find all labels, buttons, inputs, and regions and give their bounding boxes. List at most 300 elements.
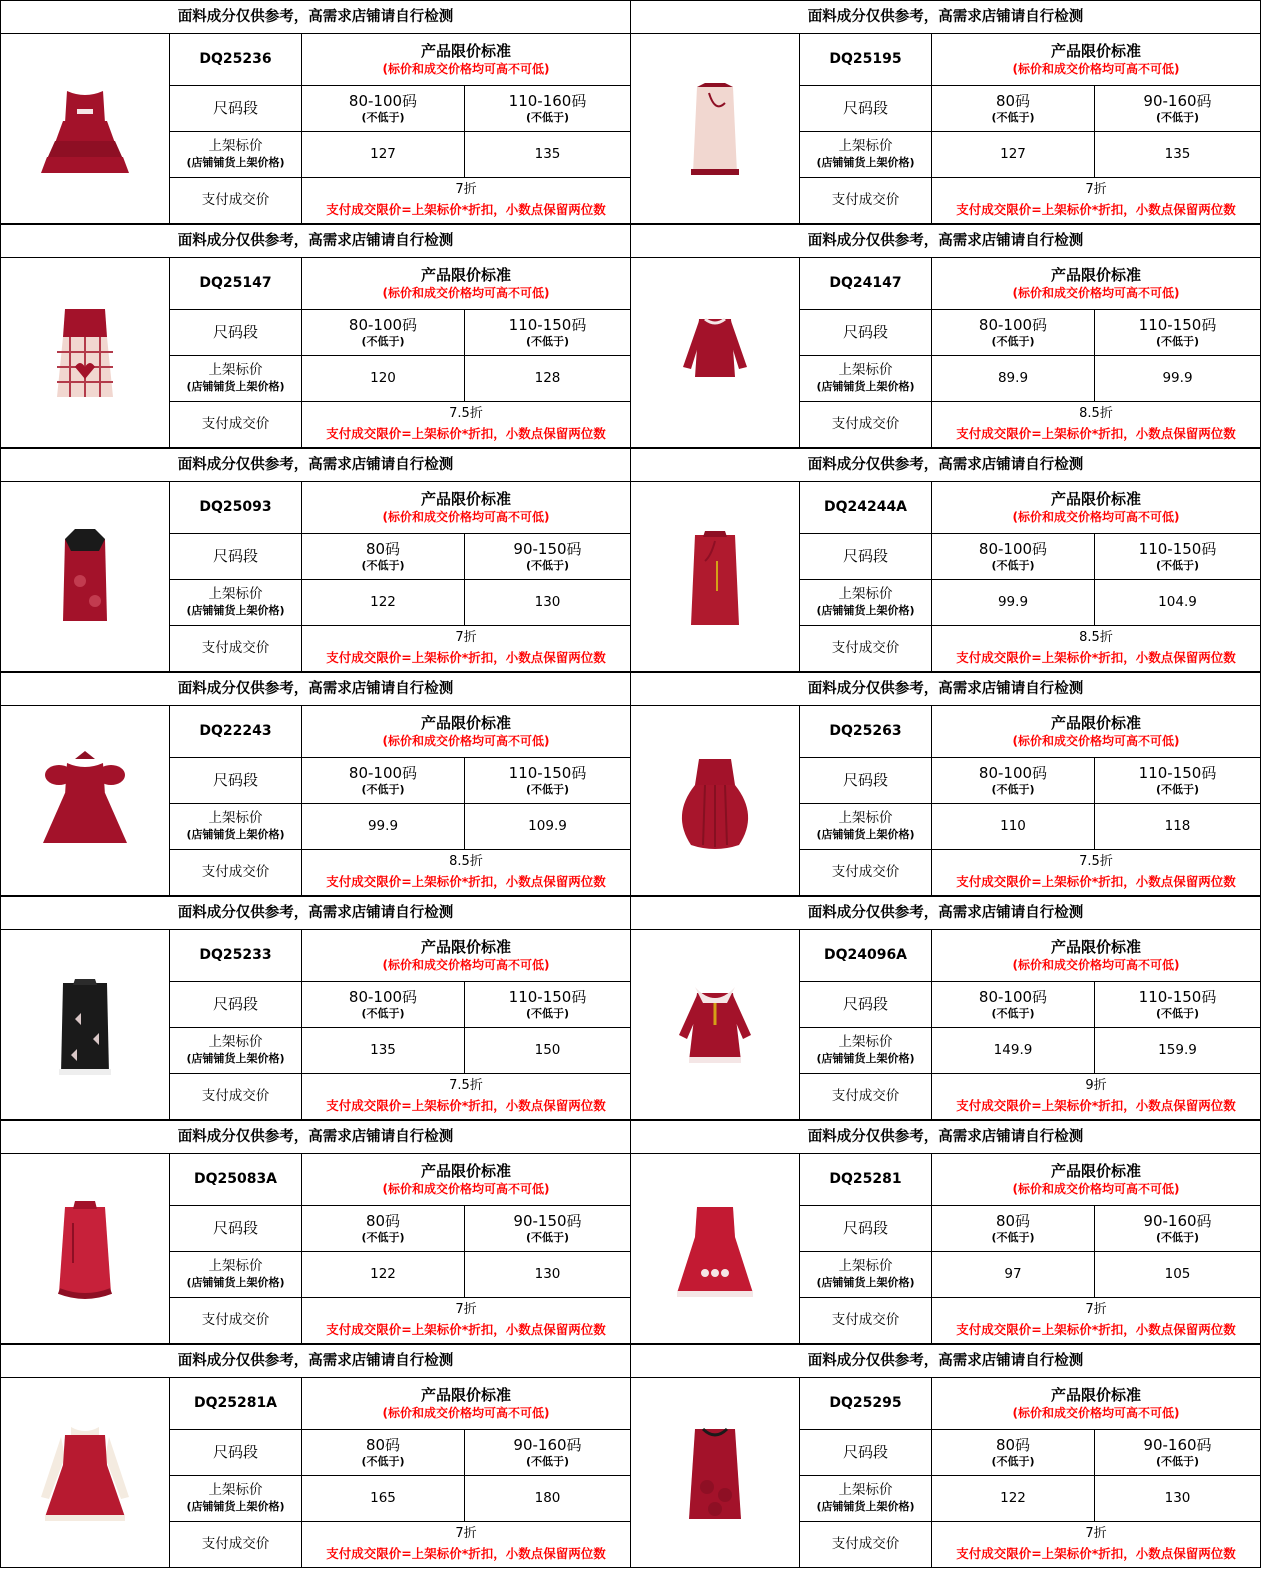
product-image <box>1 930 170 1120</box>
size-range-1 <box>932 758 1095 804</box>
discount: 7.5折 <box>449 406 483 422</box>
pay-price-label: 支付成交价 <box>170 1522 302 1568</box>
list-price-1: 127 <box>302 132 465 178</box>
fabric-notice: 面料成分仅供参考，高需求店铺请自行检测 <box>1 1345 631 1378</box>
product-code: DQ24096A <box>800 930 932 982</box>
size-note: (不低于) <box>525 782 570 796</box>
size-value: 90-160码 <box>1143 1211 1212 1230</box>
label-sub: (店铺铺货上架价格) <box>186 604 285 618</box>
discount-cell <box>932 1522 1261 1568</box>
size-value: 110-150码 <box>508 987 587 1006</box>
title: 产品限价标准 <box>420 489 511 508</box>
size-value: 110-160码 <box>508 91 587 110</box>
product-code: DQ25295 <box>800 1378 932 1430</box>
product-image <box>1 482 170 672</box>
label-text: 上架标价 <box>838 1257 893 1274</box>
size-range-2 <box>1095 758 1261 804</box>
list-price-label <box>800 356 932 402</box>
list-price-1: 89.9 <box>932 356 1095 402</box>
discount-cell <box>932 178 1261 224</box>
size-range-1 <box>302 1430 465 1476</box>
title: 产品限价标准 <box>1050 489 1141 508</box>
size-note: (不低于) <box>991 110 1035 124</box>
title-note: (标价和成交价格均可高不可低) <box>382 286 550 301</box>
size-note: (不低于) <box>991 782 1035 796</box>
product-card <box>0 672 630 896</box>
fabric-notice: 面料成分仅供参考，高需求店铺请自行检测 <box>1 673 631 706</box>
title-note: (标价和成交价格均可高不可低) <box>1012 1182 1180 1197</box>
size-value: 80码 <box>365 1435 401 1454</box>
price-table <box>630 0 1261 224</box>
title-note: (标价和成交价格均可高不可低) <box>382 734 550 749</box>
size-note: (不低于) <box>1155 1006 1200 1020</box>
pay-price-label: 支付成交价 <box>800 178 932 224</box>
product-card <box>0 1344 630 1568</box>
product-card <box>630 448 1260 672</box>
discount-cell <box>302 850 631 896</box>
product-image <box>631 34 800 224</box>
red-bubble-dress-image <box>665 745 765 857</box>
fabric-notice: 面料成分仅供参考，高需求店铺请自行检测 <box>631 673 1261 706</box>
size-value: 80-100码 <box>978 315 1048 334</box>
list-price-1: 99.9 <box>302 804 465 850</box>
size-range-1 <box>932 86 1095 132</box>
label-sub: (店铺铺货上架价格) <box>816 156 915 170</box>
formula: 支付成交限价=上架标价*折扣，小数点保留两位数 <box>326 426 606 442</box>
product-code: DQ25093 <box>170 482 302 534</box>
title: 产品限价标准 <box>420 41 511 60</box>
size-note: (不低于) <box>525 558 570 572</box>
discount-cell <box>932 1074 1261 1120</box>
title-note: (标价和成交价格均可高不可低) <box>382 1406 550 1421</box>
size-note: (不低于) <box>991 1006 1035 1020</box>
list-price-label <box>170 1252 302 1298</box>
price-standard-title <box>302 34 631 86</box>
label-text: 上架标价 <box>208 1257 263 1274</box>
size-label: 尺码段 <box>170 310 302 356</box>
size-value: 110-150码 <box>508 315 587 334</box>
red-puff-sleeve-dress-image <box>35 745 135 857</box>
size-range-2 <box>465 310 631 356</box>
size-range-1 <box>932 1430 1095 1476</box>
red-rose-vest-dress-image <box>665 1417 765 1529</box>
label-sub: (店铺铺货上架价格) <box>816 380 915 394</box>
list-price-1: 122 <box>302 1252 465 1298</box>
size-note: (不低于) <box>991 334 1035 348</box>
label-sub: (店铺铺货上架价格) <box>186 828 285 842</box>
fabric-notice: 面料成分仅供参考，高需求店铺请自行检测 <box>631 1121 1261 1154</box>
size-label: 尺码段 <box>800 310 932 356</box>
price-standard-title <box>302 1378 631 1430</box>
product-card <box>630 1120 1260 1344</box>
size-label: 尺码段 <box>800 1206 932 1252</box>
formula: 支付成交限价=上架标价*折扣，小数点保留两位数 <box>326 874 606 890</box>
pay-price-label: 支付成交价 <box>170 850 302 896</box>
pay-price-label: 支付成交价 <box>170 1298 302 1344</box>
price-standard-title <box>302 1154 631 1206</box>
list-price-1: 122 <box>932 1476 1095 1522</box>
list-price-label <box>170 1476 302 1522</box>
size-range-1 <box>302 86 465 132</box>
size-note: (不低于) <box>1155 110 1200 124</box>
label-sub: (店铺铺货上架价格) <box>186 380 285 394</box>
size-note: (不低于) <box>361 1006 405 1020</box>
product-image <box>1 1154 170 1344</box>
price-table <box>0 1344 631 1568</box>
price-standard-title <box>302 930 631 982</box>
red-knit-qipao-image <box>35 1193 135 1305</box>
pay-price-label: 支付成交价 <box>170 402 302 448</box>
size-range-2 <box>465 1206 631 1252</box>
size-range-1 <box>302 534 465 580</box>
discount: 7折 <box>455 1526 477 1542</box>
label-text: 上架标价 <box>838 361 893 378</box>
discount: 8.5折 <box>1079 630 1113 646</box>
size-value: 110-150码 <box>508 763 587 782</box>
list-price-2: 130 <box>465 580 631 626</box>
title: 产品限价标准 <box>420 713 511 732</box>
black-butterfly-qipao-image <box>35 969 135 1081</box>
price-standard-title <box>932 34 1261 86</box>
list-price-2: 99.9 <box>1095 356 1261 402</box>
label-sub: (店铺铺货上架价格) <box>816 1276 915 1290</box>
product-image <box>631 1378 800 1568</box>
price-standard-title <box>932 258 1261 310</box>
size-note: (不低于) <box>361 110 405 124</box>
size-note: (不低于) <box>991 1230 1035 1244</box>
product-code: DQ25147 <box>170 258 302 310</box>
label-text: 上架标价 <box>838 809 893 826</box>
size-label: 尺码段 <box>170 758 302 804</box>
size-value: 80-100码 <box>348 91 418 110</box>
size-label: 尺码段 <box>170 1206 302 1252</box>
list-price-1: 97 <box>932 1252 1095 1298</box>
discount: 7.5折 <box>449 1078 483 1094</box>
size-range-2 <box>465 758 631 804</box>
title-note: (标价和成交价格均可高不可低) <box>1012 510 1180 525</box>
size-label: 尺码段 <box>800 982 932 1028</box>
label-text: 上架标价 <box>208 1481 263 1498</box>
product-image <box>631 930 800 1120</box>
red-bunny-vest-dress-image <box>665 1193 765 1305</box>
size-note: (不低于) <box>361 1454 405 1468</box>
list-price-label <box>170 804 302 850</box>
size-note: (不低于) <box>991 558 1035 572</box>
discount: 7折 <box>1085 182 1107 198</box>
price-standard-title <box>932 706 1261 758</box>
title-note: (标价和成交价格均可高不可低) <box>1012 734 1180 749</box>
list-price-2: 159.9 <box>1095 1028 1261 1074</box>
size-range-2 <box>1095 1206 1261 1252</box>
discount-cell <box>932 626 1261 672</box>
list-price-label <box>170 1028 302 1074</box>
label-sub: (店铺铺货上架价格) <box>816 1500 915 1514</box>
label-text: 上架标价 <box>208 361 263 378</box>
price-table <box>0 224 631 448</box>
list-price-1: 120 <box>302 356 465 402</box>
size-label: 尺码段 <box>170 982 302 1028</box>
formula: 支付成交限价=上架标价*折扣，小数点保留两位数 <box>956 202 1236 218</box>
label-sub: (店铺铺货上架价格) <box>186 1500 285 1514</box>
price-table <box>630 672 1261 896</box>
formula: 支付成交限价=上架标价*折扣，小数点保留两位数 <box>956 1322 1236 1338</box>
size-label: 尺码段 <box>170 534 302 580</box>
formula: 支付成交限价=上架标价*折扣，小数点保留两位数 <box>326 650 606 666</box>
list-price-label <box>800 132 932 178</box>
red-bunny-set-image <box>35 1417 135 1529</box>
red-collar-dress-image <box>665 969 765 1081</box>
list-price-label <box>800 580 932 626</box>
red-velvet-tiered-dress-image <box>35 73 135 185</box>
fabric-notice: 面料成分仅供参考，高需求店铺请自行检测 <box>631 1345 1261 1378</box>
size-note: (不低于) <box>991 1454 1035 1468</box>
size-range-1 <box>932 982 1095 1028</box>
size-note: (不低于) <box>361 1230 405 1244</box>
discount-cell <box>302 1074 631 1120</box>
size-note: (不低于) <box>525 110 570 124</box>
list-price-2: 180 <box>465 1476 631 1522</box>
size-range-2 <box>1095 310 1261 356</box>
product-code: DQ24147 <box>800 258 932 310</box>
discount: 9折 <box>1085 1078 1107 1094</box>
fabric-notice: 面料成分仅供参考，高需求店铺请自行检测 <box>1 897 631 930</box>
price-standard-title <box>932 482 1261 534</box>
discount-cell <box>932 850 1261 896</box>
size-note: (不低于) <box>1155 334 1200 348</box>
discount: 8.5折 <box>1079 406 1113 422</box>
size-note: (不低于) <box>1155 1454 1200 1468</box>
list-price-1: 135 <box>302 1028 465 1074</box>
product-card <box>630 896 1260 1120</box>
list-price-label <box>800 1028 932 1074</box>
list-price-label <box>800 804 932 850</box>
fabric-notice: 面料成分仅供参考，高需求店铺请自行检测 <box>631 225 1261 258</box>
product-code: DQ22243 <box>170 706 302 758</box>
size-value: 110-150码 <box>1138 763 1217 782</box>
size-value: 80码 <box>995 1211 1031 1230</box>
size-note: (不低于) <box>361 558 405 572</box>
size-value: 80-100码 <box>978 987 1048 1006</box>
size-note: (不低于) <box>525 1006 570 1020</box>
product-image <box>1 1378 170 1568</box>
size-note: (不低于) <box>1155 782 1200 796</box>
discount: 7折 <box>455 630 477 646</box>
title-note: (标价和成交价格均可高不可低) <box>1012 62 1180 77</box>
size-range-1 <box>302 982 465 1028</box>
label-sub: (店铺铺货上架价格) <box>816 604 915 618</box>
list-price-label <box>170 580 302 626</box>
product-card <box>0 0 630 224</box>
size-value: 90-150码 <box>513 1211 582 1230</box>
pay-price-label: 支付成交价 <box>800 1298 932 1344</box>
size-range-2 <box>465 982 631 1028</box>
title: 产品限价标准 <box>1050 713 1141 732</box>
title: 产品限价标准 <box>420 265 511 284</box>
product-card <box>630 1344 1260 1568</box>
list-price-1: 99.9 <box>932 580 1095 626</box>
size-label: 尺码段 <box>800 86 932 132</box>
list-price-label <box>800 1252 932 1298</box>
list-price-1: 127 <box>932 132 1095 178</box>
product-code: DQ25195 <box>800 34 932 86</box>
size-value: 110-150码 <box>1138 315 1217 334</box>
pay-price-label: 支付成交价 <box>800 1522 932 1568</box>
price-table <box>0 1120 631 1344</box>
pink-floral-qipao-image <box>665 73 765 185</box>
discount-cell <box>932 1298 1261 1344</box>
size-range-1 <box>302 310 465 356</box>
list-price-2: 109.9 <box>465 804 631 850</box>
title: 产品限价标准 <box>1050 265 1141 284</box>
size-label: 尺码段 <box>800 534 932 580</box>
size-value: 80码 <box>995 1435 1031 1454</box>
title-note: (标价和成交价格均可高不可低) <box>382 62 550 77</box>
discount: 7折 <box>1085 1526 1107 1542</box>
product-code: DQ25281A <box>170 1378 302 1430</box>
discount: 7折 <box>455 182 477 198</box>
label-sub: (店铺铺货上架价格) <box>816 1052 915 1066</box>
list-price-2: 105 <box>1095 1252 1261 1298</box>
size-value: 80码 <box>995 91 1031 110</box>
fabric-notice: 面料成分仅供参考，高需求店铺请自行检测 <box>1 225 631 258</box>
title: 产品限价标准 <box>1050 937 1141 956</box>
label-sub: (店铺铺货上架价格) <box>816 828 915 842</box>
price-table <box>630 896 1261 1120</box>
size-value: 80-100码 <box>348 987 418 1006</box>
size-note: (不低于) <box>1155 1230 1200 1244</box>
price-table <box>0 0 631 224</box>
list-price-2: 130 <box>465 1252 631 1298</box>
list-price-2: 135 <box>1095 132 1261 178</box>
size-range-1 <box>932 310 1095 356</box>
list-price-2: 104.9 <box>1095 580 1261 626</box>
label-text: 上架标价 <box>838 1033 893 1050</box>
label-text: 上架标价 <box>208 1033 263 1050</box>
formula: 支付成交限价=上架标价*折扣，小数点保留两位数 <box>326 1322 606 1338</box>
size-value: 90-160码 <box>513 1435 582 1454</box>
discount-cell <box>932 402 1261 448</box>
price-standard-title <box>302 258 631 310</box>
title: 产品限价标准 <box>1050 1161 1141 1180</box>
price-standard-title <box>302 482 631 534</box>
list-price-1: 165 <box>302 1476 465 1522</box>
size-range-2 <box>1095 1430 1261 1476</box>
size-note: (不低于) <box>1155 558 1200 572</box>
fabric-notice: 面料成分仅供参考，高需求店铺请自行检测 <box>1 1 631 34</box>
size-value: 80-100码 <box>348 315 418 334</box>
price-standard-title <box>302 706 631 758</box>
size-range-1 <box>932 534 1095 580</box>
list-price-label <box>170 132 302 178</box>
pay-price-label: 支付成交价 <box>170 626 302 672</box>
title-note: (标价和成交价格均可高不可低) <box>1012 958 1180 973</box>
formula: 支付成交限价=上架标价*折扣，小数点保留两位数 <box>956 874 1236 890</box>
fabric-notice: 面料成分仅供参考，高需求店铺请自行检测 <box>631 449 1261 482</box>
discount-cell <box>302 402 631 448</box>
discount-cell <box>302 626 631 672</box>
fabric-notice: 面料成分仅供参考，高需求店铺请自行检测 <box>631 897 1261 930</box>
size-note: (不低于) <box>525 334 570 348</box>
size-range-2 <box>1095 982 1261 1028</box>
product-code: DQ25263 <box>800 706 932 758</box>
product-image <box>1 706 170 896</box>
product-image <box>631 706 800 896</box>
label-sub: (店铺铺货上架价格) <box>186 1052 285 1066</box>
size-range-2 <box>465 1430 631 1476</box>
size-range-1 <box>302 1206 465 1252</box>
red-tassel-qipao-image <box>665 521 765 633</box>
pay-price-label: 支付成交价 <box>800 402 932 448</box>
pay-price-label: 支付成交价 <box>800 850 932 896</box>
discount: 7折 <box>1085 1302 1107 1318</box>
title-note: (标价和成交价格均可高不可低) <box>1012 1406 1180 1421</box>
size-value: 110-150码 <box>1138 539 1217 558</box>
size-range-1 <box>932 1206 1095 1252</box>
label-text: 上架标价 <box>838 137 893 154</box>
product-code: DQ24244A <box>800 482 932 534</box>
discount: 8.5折 <box>449 854 483 870</box>
size-value: 80码 <box>365 539 401 558</box>
title: 产品限价标准 <box>1050 1385 1141 1404</box>
size-value: 80-100码 <box>348 763 418 782</box>
product-card <box>630 0 1260 224</box>
plaid-vest-dress-image <box>35 297 135 409</box>
title-note: (标价和成交价格均可高不可低) <box>1012 286 1180 301</box>
red-jacquard-qipao-image <box>35 521 135 633</box>
pay-price-label: 支付成交价 <box>170 178 302 224</box>
list-price-label <box>800 1476 932 1522</box>
product-image <box>631 1154 800 1344</box>
price-table <box>630 448 1261 672</box>
product-image <box>631 258 800 448</box>
fabric-notice: 面料成分仅供参考，高需求店铺请自行检测 <box>1 1121 631 1154</box>
size-note: (不低于) <box>525 1454 570 1468</box>
list-price-1: 149.9 <box>932 1028 1095 1074</box>
size-note: (不低于) <box>361 782 405 796</box>
formula: 支付成交限价=上架标价*折扣，小数点保留两位数 <box>956 650 1236 666</box>
size-value: 90-150码 <box>513 539 582 558</box>
product-code: DQ25281 <box>800 1154 932 1206</box>
formula: 支付成交限价=上架标价*折扣，小数点保留两位数 <box>956 1546 1236 1562</box>
formula: 支付成交限价=上架标价*折扣，小数点保留两位数 <box>326 202 606 218</box>
product-code: DQ25236 <box>170 34 302 86</box>
size-value: 80-100码 <box>978 539 1048 558</box>
discount-cell <box>302 1298 631 1344</box>
product-card <box>630 224 1260 448</box>
product-card <box>630 672 1260 896</box>
size-label: 尺码段 <box>800 758 932 804</box>
pay-price-label: 支付成交价 <box>800 1074 932 1120</box>
fabric-notice: 面料成分仅供参考，高需求店铺请自行检测 <box>631 1 1261 34</box>
formula: 支付成交限价=上架标价*折扣，小数点保留两位数 <box>956 1098 1236 1114</box>
price-standard-title <box>932 1378 1261 1430</box>
price-table <box>630 1120 1261 1344</box>
product-card <box>0 1120 630 1344</box>
title-note: (标价和成交价格均可高不可低) <box>382 958 550 973</box>
product-image <box>1 258 170 448</box>
product-card <box>0 896 630 1120</box>
size-note: (不低于) <box>361 334 405 348</box>
title: 产品限价标准 <box>420 937 511 956</box>
price-standard-title <box>932 1154 1261 1206</box>
size-range-2 <box>465 86 631 132</box>
formula: 支付成交限价=上架标价*折扣，小数点保留两位数 <box>326 1098 606 1114</box>
red-longsleeve-dress-image <box>665 297 765 409</box>
size-label: 尺码段 <box>800 1430 932 1476</box>
title-note: (标价和成交价格均可高不可低) <box>382 1182 550 1197</box>
size-range-1 <box>302 758 465 804</box>
label-text: 上架标价 <box>838 1481 893 1498</box>
